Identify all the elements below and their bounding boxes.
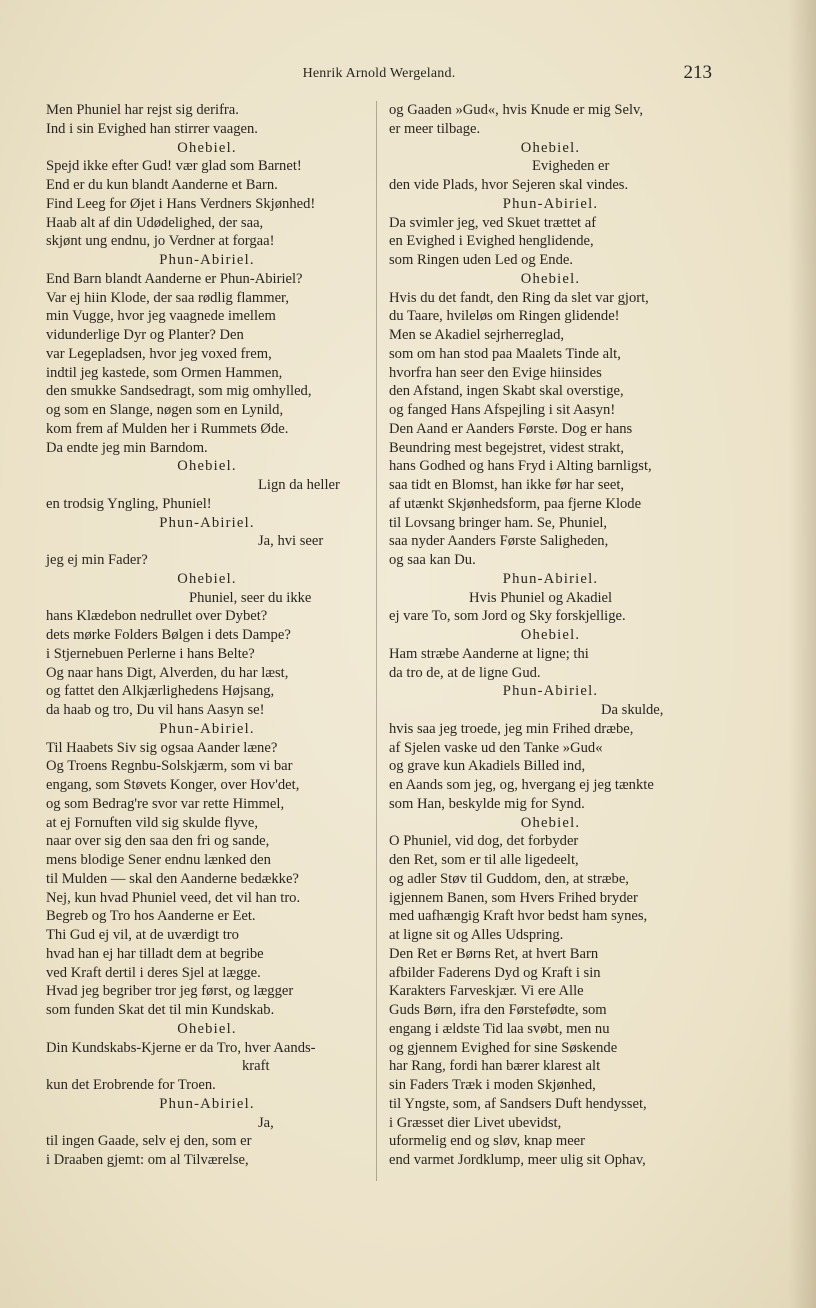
verse-line: Da skulde, [601,702,664,718]
verse-line: som Han, beskylde mig for Synd. [389,795,585,812]
column-divider [376,101,377,1181]
verse-line: Nej, kun hvad Phuniel veed, det vil han tro. [46,889,301,906]
verse-line: til ingen Gaade, selv ej den, som er [46,1133,252,1150]
verse-line: og grave kun Akadiels Billed ind, [389,758,586,775]
verse-line: vidunderlige Dyr og Planter? Den [46,327,244,343]
verse-line: du Taare, hvileløs om Ringen glidende! [389,308,620,325]
speaker-name: Ohebiel. [520,270,581,287]
speaker-name: Phun-Abiriel. [502,683,599,700]
verse-line: O Phuniel, vid dog, det forbyder [389,833,579,850]
verse-line: og gjennem Evighed for sine Søskende [389,1039,618,1056]
speaker-name: Phun-Abiriel. [159,1095,255,1112]
running-head: Henrik Arnold Wergeland. [302,66,456,81]
verse-line: og fattet den Alkjærlighedens Højsang, [46,683,275,700]
verse-line: Find Leeg for Øjet i Hans Verdners Skjønhed! [46,195,316,212]
verse-line: Var ej hiin Klode, der saa rødlig flammer, [46,289,289,306]
verse-line: den Afstand, ingen Skabt skal overstige, [389,383,624,400]
verse-line: Lign da heller [258,477,340,493]
speaker-name: Phun-Abiriel. [159,720,255,737]
verse-line: Begreb og Tro hos Aanderne er Eet. [46,908,256,925]
verse-line: og saa kan Du. [389,552,476,568]
verse-line: kun det Erobrende for Troen. [46,1077,216,1093]
verse-line: ved Kraft dertil i deres Sjel at lægge. [46,964,261,981]
verse-line: i Stjernebuen Perlerne i hans Belte? [46,645,255,662]
verse-line: i Draaben gjemt: om al Tilværelse, [46,1152,249,1168]
verse-line: ej vare To, som Jord og Sky forskjellige. [389,608,626,625]
verse-line: dets mørke Folders Bølgen i dets Dampe? [46,627,291,643]
speaker-name: Ohebiel. [177,139,237,156]
verse-line: engang, som Støvets Konger, over Hov'det, [46,777,300,793]
verse-line: Spejd ikke efter Gud! vær glad som Barnet! [46,158,302,175]
verse-line: med uafhængig Kraft hvor bedst ham synes, [389,908,648,925]
verse-line: da haab og tro, Du vil hans Aasyn se! [46,702,265,718]
verse-line: Phuniel, seer du ikke [189,589,312,606]
verse-line: er meer tilbage. [389,120,481,137]
verse-line: End er du kun blandt Aanderne et Barn. [46,177,278,193]
page-number: 213 [683,62,712,83]
verse-line: den vide Plads, hvor Sejeren skal vindes. [389,177,629,193]
verse-line: engang i ældste Tid laa svøbt, men nu [389,1020,610,1037]
verse-line: Ham stræbe Aanderne at ligne; thi [389,645,589,662]
verse-line: Guds Børn, ifra den Førstefødte, som [389,1002,607,1018]
verse-line: og Gaaden »Gud«, hvis Knude er mig Selv, [389,102,643,118]
verse-line: jeg ej min Fader? [46,552,148,568]
verse-line: End Barn blandt Aanderne er Phun-Abiriel? [46,270,303,287]
speaker-name: Ohebiel. [520,814,581,831]
verse-line: Beundring mest begejstret, videst strakt, [389,439,625,456]
verse-line: Din Kundskabs-Kjerne er da Tro, hver Aands- [46,1039,316,1056]
verse-line: til Mulden — skal den Aanderne bedække? [46,870,299,887]
verse-line: hvad han ej har tilladt dem at begribe [46,945,264,962]
verse-line: hvorfra han seer den Evige hiinsides [389,364,602,381]
verse-line: Hvis Phuniel og Akadiel [469,589,613,606]
verse-line: i Græsset dier Livet ubevidst, [389,1114,562,1131]
verse-line: Hvis du det fandt, den Ring da slet var gjort, [389,289,649,306]
verse-line: og som en Slange, nøgen som en Lynild, [46,402,284,418]
speaker-name: Phun-Abiriel. [502,195,599,212]
verse-line: Thi Gud ej vil, at de uværdigt tro [46,927,239,943]
verse-line: har Rang, fordi han bærer klarest alt [389,1058,601,1075]
verse-line: Til Haabets Siv sig ogsaa Aander læne? [46,739,278,756]
verse-line: afbilder Faderens Dyd og Kraft i sin [389,964,601,981]
verse-line: Da endte jeg min Barndom. [46,439,208,456]
verse-line: af Sjelen vaske ud den Tanke »Gud« [389,739,603,756]
verse-line: kom frem af Mulden her i Rummets Øde. [46,420,289,437]
verse-line: den Ret, som er til alle ligedeelt, [389,852,579,868]
verse-line: Da svimler jeg, ved Skuet trættet af [389,214,597,231]
verse-line: Evigheden er [532,158,610,175]
verse-line: til Yngste, som, af Sandsers Duft hendysset, [389,1095,647,1112]
verse-line: indtil jeg kastede, som Ormen Hammen, [46,364,283,381]
verse-line: Den Aand er Aanders Første. Dog er hans [389,420,633,437]
left-column [46,101,368,1170]
verse-line: og adler Støv til Guddom, den, at stræbe, [389,870,629,887]
verse-line: Ja, [258,1114,274,1131]
verse-line: saa tidt en Blomst, han ikke før har seet, [389,477,625,493]
page-edge-shadow [788,0,816,1308]
verse-line: en Evighed i Evighed henglidende, [389,233,594,250]
verse-line: skjønt ung endnu, jo Verdner at forgaa! [46,233,275,250]
right-column [389,101,712,1170]
verse-line: som funden Skat det til min Kundskab. [46,1002,275,1018]
verse-line: en Aands som jeg, og, hvergang ej jeg tænkte [389,777,654,793]
verse-line: og fanged Hans Afspejling i sit Aasyn! [389,402,616,418]
verse-line: sin Faders Træk i moden Skjønhed, [389,1077,596,1093]
speaker-name: Ohebiel. [177,1020,237,1037]
verse-line: Den Ret er Børns Ret, at hvert Barn [389,945,599,962]
verse-line: uformelig end og sløv, knap meer [389,1133,586,1150]
speaker-name: Phun-Abiriel. [159,252,255,268]
verse-line: var Legepladsen, hvor jeg voxed frem, [46,345,272,362]
verse-line: at ligne sit og Alles Udspring. [389,927,564,943]
verse-line: den smukke Sandsedragt, som mig omhylled, [46,383,312,400]
speaker-name: Ohebiel. [177,458,237,475]
verse-line: og som Bedrag're svor var rette Himmel, [46,795,285,812]
verse-line: Ja, hvi seer [258,533,324,550]
verse-line: end varmet Jordklump, meer ulig sit Ophav, [389,1152,646,1168]
verse-line: mens blodige Sener endnu lænked den [46,852,271,868]
verse-line: naar over sig den saa den fri og sande, [46,833,270,850]
verse-line: saa nyder Aanders Første Saligheden, [389,533,609,550]
verse-line: Og naar hans Digt, Alverden, du har læst, [46,664,289,681]
verse-line: kraft [242,1058,270,1075]
verse-line: Ind i sin Evighed han stirrer vaagen. [46,120,258,137]
verse-line: Karakters Farveskjær. Vi ere Alle [389,983,584,1000]
speaker-name: Ohebiel. [520,627,581,643]
verse-line: igjennem Banen, som Hvers Frihed bryder [389,889,638,906]
verse-line: min Vugge, hvor jeg vaagnede imellem [46,308,276,325]
verse-line: som om han stod paa Maalets Tinde alt, [389,345,621,362]
verse-line: Og Troens Regnbu-Solskjærm, som vi bar [46,758,293,775]
speaker-name: Phun-Abiriel. [502,570,599,587]
verse-line: da tro de, at de ligne Gud. [389,664,541,681]
verse-line: en trodsig Yngling, Phuniel! [46,495,212,512]
verse-line: Hvad jeg begriber tror jeg først, og lægger [46,983,294,1000]
verse-line: af utænkt Skjønhedsform, paa fjerne Klode [389,495,642,512]
verse-line: at ej Fornuften vild sig skulde flyve, [46,814,258,831]
speaker-name: Ohebiel. [177,570,237,587]
verse-line: Men se Akadiel sejrherreglad, [389,327,565,343]
verse-line: hans Godhed og hans Fryd i Alting barnligst, [389,458,652,475]
verse-line: Haab alt af din Udødelighed, der saa, [46,214,264,231]
verse-line: Men Phuniel har rejst sig derifra. [46,102,239,118]
verse-line: som Ringen uden Led og Ende. [389,252,574,268]
verse-line: hans Klædebon nedrullet over Dybet? [46,608,268,625]
verse-line: til Lovsang bringer ham. Se, Phuniel, [389,514,608,531]
speaker-name: Phun-Abiriel. [159,514,255,531]
verse-line: hvis saa jeg troede, jeg min Frihed dræbe, [389,720,634,737]
page-header [46,62,712,88]
speaker-name: Ohebiel. [520,139,581,156]
